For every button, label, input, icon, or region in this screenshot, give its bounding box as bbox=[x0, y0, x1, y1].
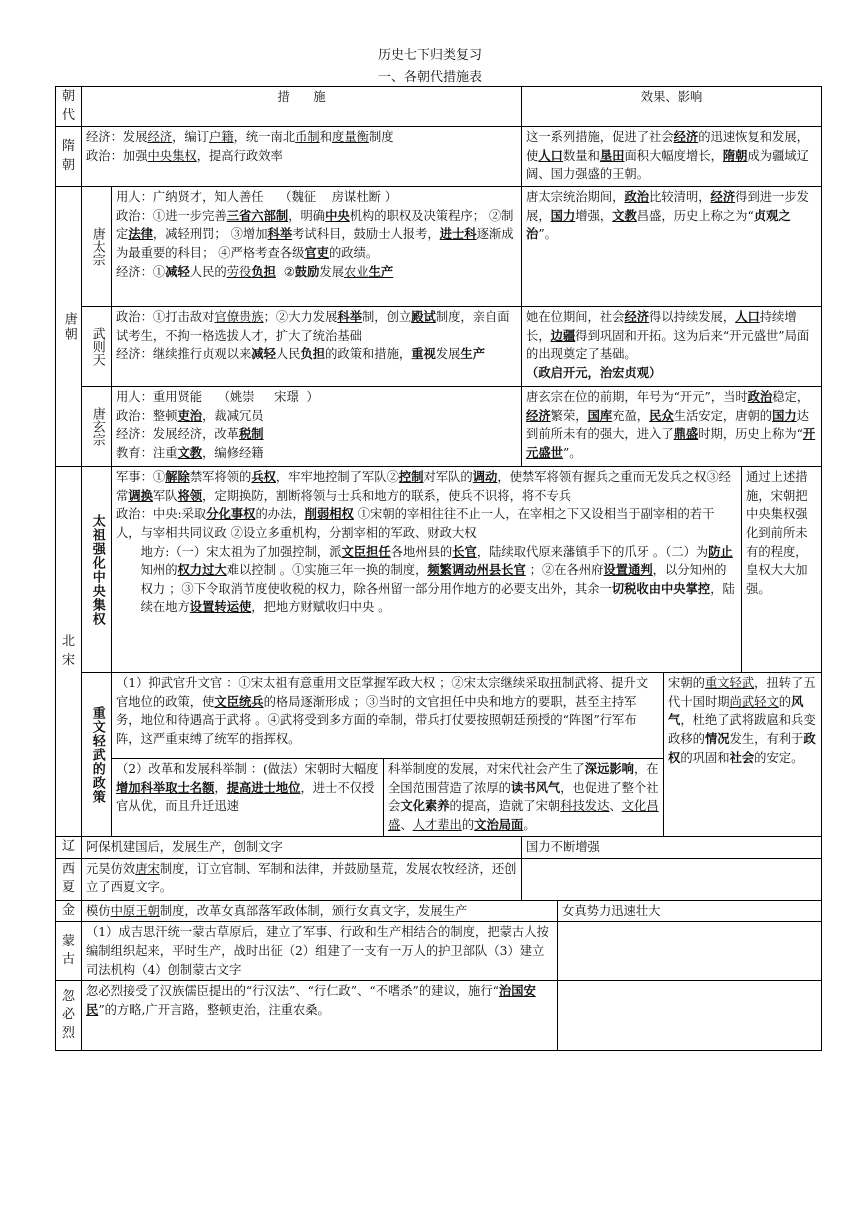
xuanzong-measures: 用人：重用贤能 （姚崇 宋璟 ） 政治：整顿吏治，裁减冗员 经济：发展经济，改革税制 教育：注重文教，编修经籍 bbox=[112, 387, 522, 467]
emperor-xuanzong: 唐玄宗 bbox=[82, 387, 112, 467]
liao-measures: 阿保机建国后，发展生产，创制文字 bbox=[82, 837, 522, 859]
table-row-tang-taizong bbox=[56, 187, 822, 307]
table-row-song-taizu bbox=[56, 467, 822, 673]
song-zhongwen-label: 重文轻武的政策 bbox=[82, 673, 112, 837]
sui-measures: 经济：发展经济，编订户籍，统一南北币制和度量衡制度 政治：加强中央集权，提高行政效率 bbox=[82, 127, 522, 187]
dynasty-hubilie: 忽必烈 bbox=[56, 981, 82, 1051]
table-row-tang-wuzetian bbox=[56, 307, 822, 387]
jin-measures: 模仿中原王朝制度，改革女真部落军政体制，颁行女真文字，发展生产 bbox=[82, 900, 558, 922]
song-taizu-label: 太祖强化中央集权 bbox=[82, 467, 112, 673]
zhongwen-measures-1: （1）抑武官升文官 ：①宋太祖有意重用文臣掌握军政大权 ；②宋太宗继续采取扭制武将、提升文官地位的政策，使文臣统兵的格局逐渐形成 ；③当时的文官担任中央和地方的要职，甚至主持军务，地位和待遇高于武将 。④武将受到多方面的牵制，带兵打仗要按照朝廷预授的“阵图”行军布阵，这严重束缚了统军的指挥权。 bbox=[112, 673, 664, 759]
table-header-row bbox=[56, 87, 822, 127]
taizu-measures: 军事：①解除禁军将领的兵权，牢牢地控制了军队②控制对军队的调动，使禁军将领有握兵之重而无发兵之权③经常调换军队将领，定期换防，割断将领与士兵和地方的联系，使兵不识将，将不专兵 政治：中央:采取分化事权的办法，削弱相权 ①宋朝的宰相往往不止一人，在宰相之下又设相当于副宰相的若干人，与宰相共同议政 ②设立多重机构，分割宰相的军政、财政大权 地方:（一）宋太祖为了加强控制，派文臣担任各地州县的长官，陆续取代原来藩镇手下的爪牙 。（二）为防止知州的权力过大难以控制 。①实施三年一换的制度，频繁调动州县长官 ；②在各州府设置通判，以分知州的权力 ；③下令取消节度使收税的权力，除各州留一部分用作地方的必要支出外，其余一切税收由中央掌控，陆续在地方设置转运使，把地方财赋收归中央 。 bbox=[112, 467, 742, 673]
table-row-menggu bbox=[56, 922, 822, 981]
liao-effects: 国力不断增强 bbox=[522, 837, 822, 859]
emperor-wuzetian: 武则天 bbox=[82, 307, 112, 387]
zhongwen-measures-2: （2）改革和发展科举制 ：(做法）宋朝时大幅度增加科举取士名额，提高进士地位，进士不仅授官从优，而且升迁迅速 bbox=[112, 759, 384, 837]
dynasty-tang: 唐朝 bbox=[56, 187, 82, 467]
table-row-tang-xuanzong bbox=[56, 387, 822, 467]
xixia-measures: 元昊仿效唐宋制度，订立官制、军制和法律，并鼓励垦荒，发展农牧经济，还创立了西夏文字。 bbox=[82, 858, 522, 900]
table-row-sui bbox=[56, 127, 822, 187]
hubilie-effects bbox=[558, 981, 822, 1051]
table-row-liao bbox=[56, 837, 822, 859]
emperor-taizong: 唐太宗 bbox=[82, 187, 112, 307]
wuzetian-measures: 政治：①打击敌对官僚贵族；②大力发展科举制，创立殿试制度，亲自面试考生，不拘一格选拔人才，扩大了统治基础 经济：继续推行贞观以来减轻人民负担的政策和措施，重视发展生产 bbox=[112, 307, 522, 387]
zhongwen-effects: 宋朝的重文轻武，扭转了五代十国时期尚武轻文的风气，杜绝了武将跋扈和兵变政移的情况发生，有利于政权的巩固和社会的安定。 bbox=[664, 673, 822, 837]
sui-effects: 这一系列措施，促进了社会经济的迅速恢复和发展，使人口数量和垦田面积大幅度增长，隋朝成为疆域辽阔、国力强盛的王朝。 bbox=[522, 127, 822, 187]
dynasty-liao: 辽 bbox=[56, 837, 82, 859]
table-row-hubilie bbox=[56, 981, 822, 1051]
table-row-jin bbox=[56, 900, 822, 922]
taizu-effects: 通过上述措施，宋朝把中央集权强化到前所未有的程度，皇权大大加强。 bbox=[742, 467, 822, 673]
page-title: 历史七下归类复习 bbox=[377, 48, 482, 63]
hubilie-measures: 忽必烈接受了汉族儒臣提出的“行汉法”、“行仁政”、“不嗜杀”的建议，施行“治国安民”的方略,广开言路，整顿吏治，注重农桑。 bbox=[82, 981, 558, 1051]
menggu-measures: （1）成吉思汗统一蒙古草原后，建立了军事、行政和生产相结合的制度，把蒙古人按编制组织起来，平时生产，战时出征（2）组建了一支有一万人的护卫部队（3）建立司法机构（4）创制蒙古文字 bbox=[82, 922, 558, 981]
header-effects: 效果、影响 bbox=[522, 87, 822, 127]
page-subtitle: 一、各朝代措施表 bbox=[377, 70, 482, 85]
dynasty-northern-song: 北宋 bbox=[56, 467, 82, 837]
xixia-effects bbox=[522, 858, 822, 900]
table-row-song-zhongwen-1 bbox=[56, 673, 822, 759]
header-dynasty: 朝代 bbox=[56, 87, 82, 127]
dynasty-jin: 金 bbox=[56, 900, 82, 922]
header-measures: 措 施 bbox=[82, 87, 522, 127]
wuzetian-effects: 她在位期间，社会经济得以持续发展，人口持续增长，边疆得到巩固和开拓。这为后来“开元盛世”局面的出现奠定了基础。 （政启开元，治宏贞观） bbox=[522, 307, 822, 387]
menggu-effects bbox=[558, 922, 822, 981]
measures-table bbox=[55, 86, 821, 1051]
dynasty-xixia: 西夏 bbox=[56, 858, 82, 900]
xuanzong-effects: 唐玄宗在位的前期，年号为“开元”，当时政治稳定，经济繁荣，国库充盈，民众生活安定，唐朝的国力达到前所未有的强大，进入了鼎盛时期，历史上称为“开元盛世”。 bbox=[522, 387, 822, 467]
dynasty-menggu: 蒙古 bbox=[56, 922, 82, 981]
dynasty-sui: 隋朝 bbox=[56, 127, 82, 187]
jin-effects: 女真势力迅速壮大 bbox=[558, 900, 822, 922]
taizong-measures: 用人：广纳贤才，知人善任 （魏征 房谋杜断 ） 政治：①进一步完善三省六部制，明确中央机构的职权及决策程序； ②制定法律，减轻刑罚； ③增加科举考试科目，鼓励士人报考，进士科逐渐成为最重要的科目； ④严格考查各级官吏的政绩。 经济：①减轻人民的劳役负担 ②鼓励发展农业生产 bbox=[112, 187, 522, 307]
table-row-xixia bbox=[56, 858, 822, 900]
taizong-effects: 唐太宗统治期间，政治比较清明，经济得到进一步发展，国力增强，文教昌盛，历史上称之为“贞观之治”。 bbox=[522, 187, 822, 307]
zhongwen-keju-effects: 科举制度的发展，对宋代社会产生了深远影响，在全国范围营造了浓厚的读书风气，也促进了整个社会文化素养的提高，造就了宋朝科技发达、文化昌盛、人才辈出的文治局面。 bbox=[384, 759, 664, 837]
